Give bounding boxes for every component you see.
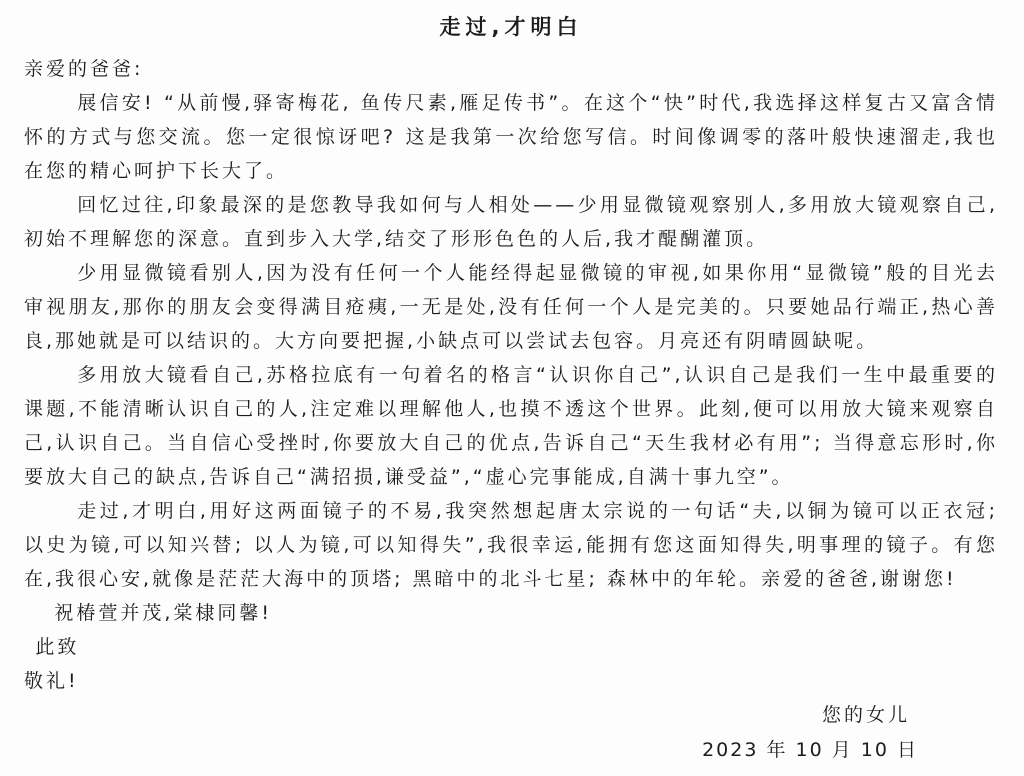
blessing-line: 祝椿萱并茂,棠棣同馨! — [54, 602, 273, 624]
closing-line: 此致 — [35, 636, 80, 658]
salutation: 亲爱的爸爸: — [24, 58, 144, 80]
letter-title: 走过,才明白 — [439, 15, 583, 39]
letter-paragraph-recollection: 回忆过往,印象最深的是您教导我如何与人相处——少用显微镜观察别人,多用放大镜观察自己,初始不理解您的深意。直到步入大学,结交了形形色色的人后,我才醍醐灌顶。 — [24, 194, 998, 250]
letter-paragraph-mirrors: 走过,才明白,用好这两面镜子的不易,我突然想起唐太宗说的一句话“夫,以铜为镜可以正衣冠; 以史为镜,可以知兴替; 以人为镜,可以知得失”,我很幸运,能拥有您这面知得失,明事理的镜子。有您在,我很心安,就像是茫茫大海中的顶塔; 黑暗中的北斗七星; 森林中的年轮。亲爱的爸爸,谢谢您! — [24, 500, 998, 590]
letter-paragraph-opening: 展信安! “从前慢,驿寄梅花, 鱼传尺素,雁足传书”。在这个“快”时代,我选择这样复古又富含情怀的方式与您交流。您一定很惊讶吧? 这是我第一次给您写信。时间像调零的落叶般快速溜走,我也在您的精心呵护下长大了。 — [24, 92, 998, 182]
date-line: 2023 年 10 月 10 日 — [702, 739, 918, 761]
salute-line: 敬礼! — [24, 670, 79, 692]
letter-paragraph-magnifier: 多用放大镜看自己,苏格拉底有一句着名的格言“认识你自己”,认识自己是我们一生中最重要的课题,不能清晰认识自己的人,注定难以理解他人,也摸不透这个世界。此刻,便可以用放大镜来观察自己,认识自己。当自信心受挫时,你要放大自己的优点,告诉自己“天生我材必有用”; 当得意忘形时,你要放大自己的缺点,告诉自己“满招损,谦受益”,“虚心完事能成,自满十事九空”。 — [24, 364, 998, 488]
signature: 您的女儿 — [821, 704, 910, 726]
letter-paragraph-microscope: 少用显微镜看别人,因为没有任何一个人能经得起显微镜的审视,如果你用“显微镜”般的目光去审视朋友,那你的朋友会变得满目疮痍,一无是处,没有任何一个人是完美的。只要她品行端正,热心善良,那她就是可以结识的。大方向要把握,小缺点可以尝试去包容。月亮还有阴晴圆缺呢。 — [24, 262, 998, 352]
